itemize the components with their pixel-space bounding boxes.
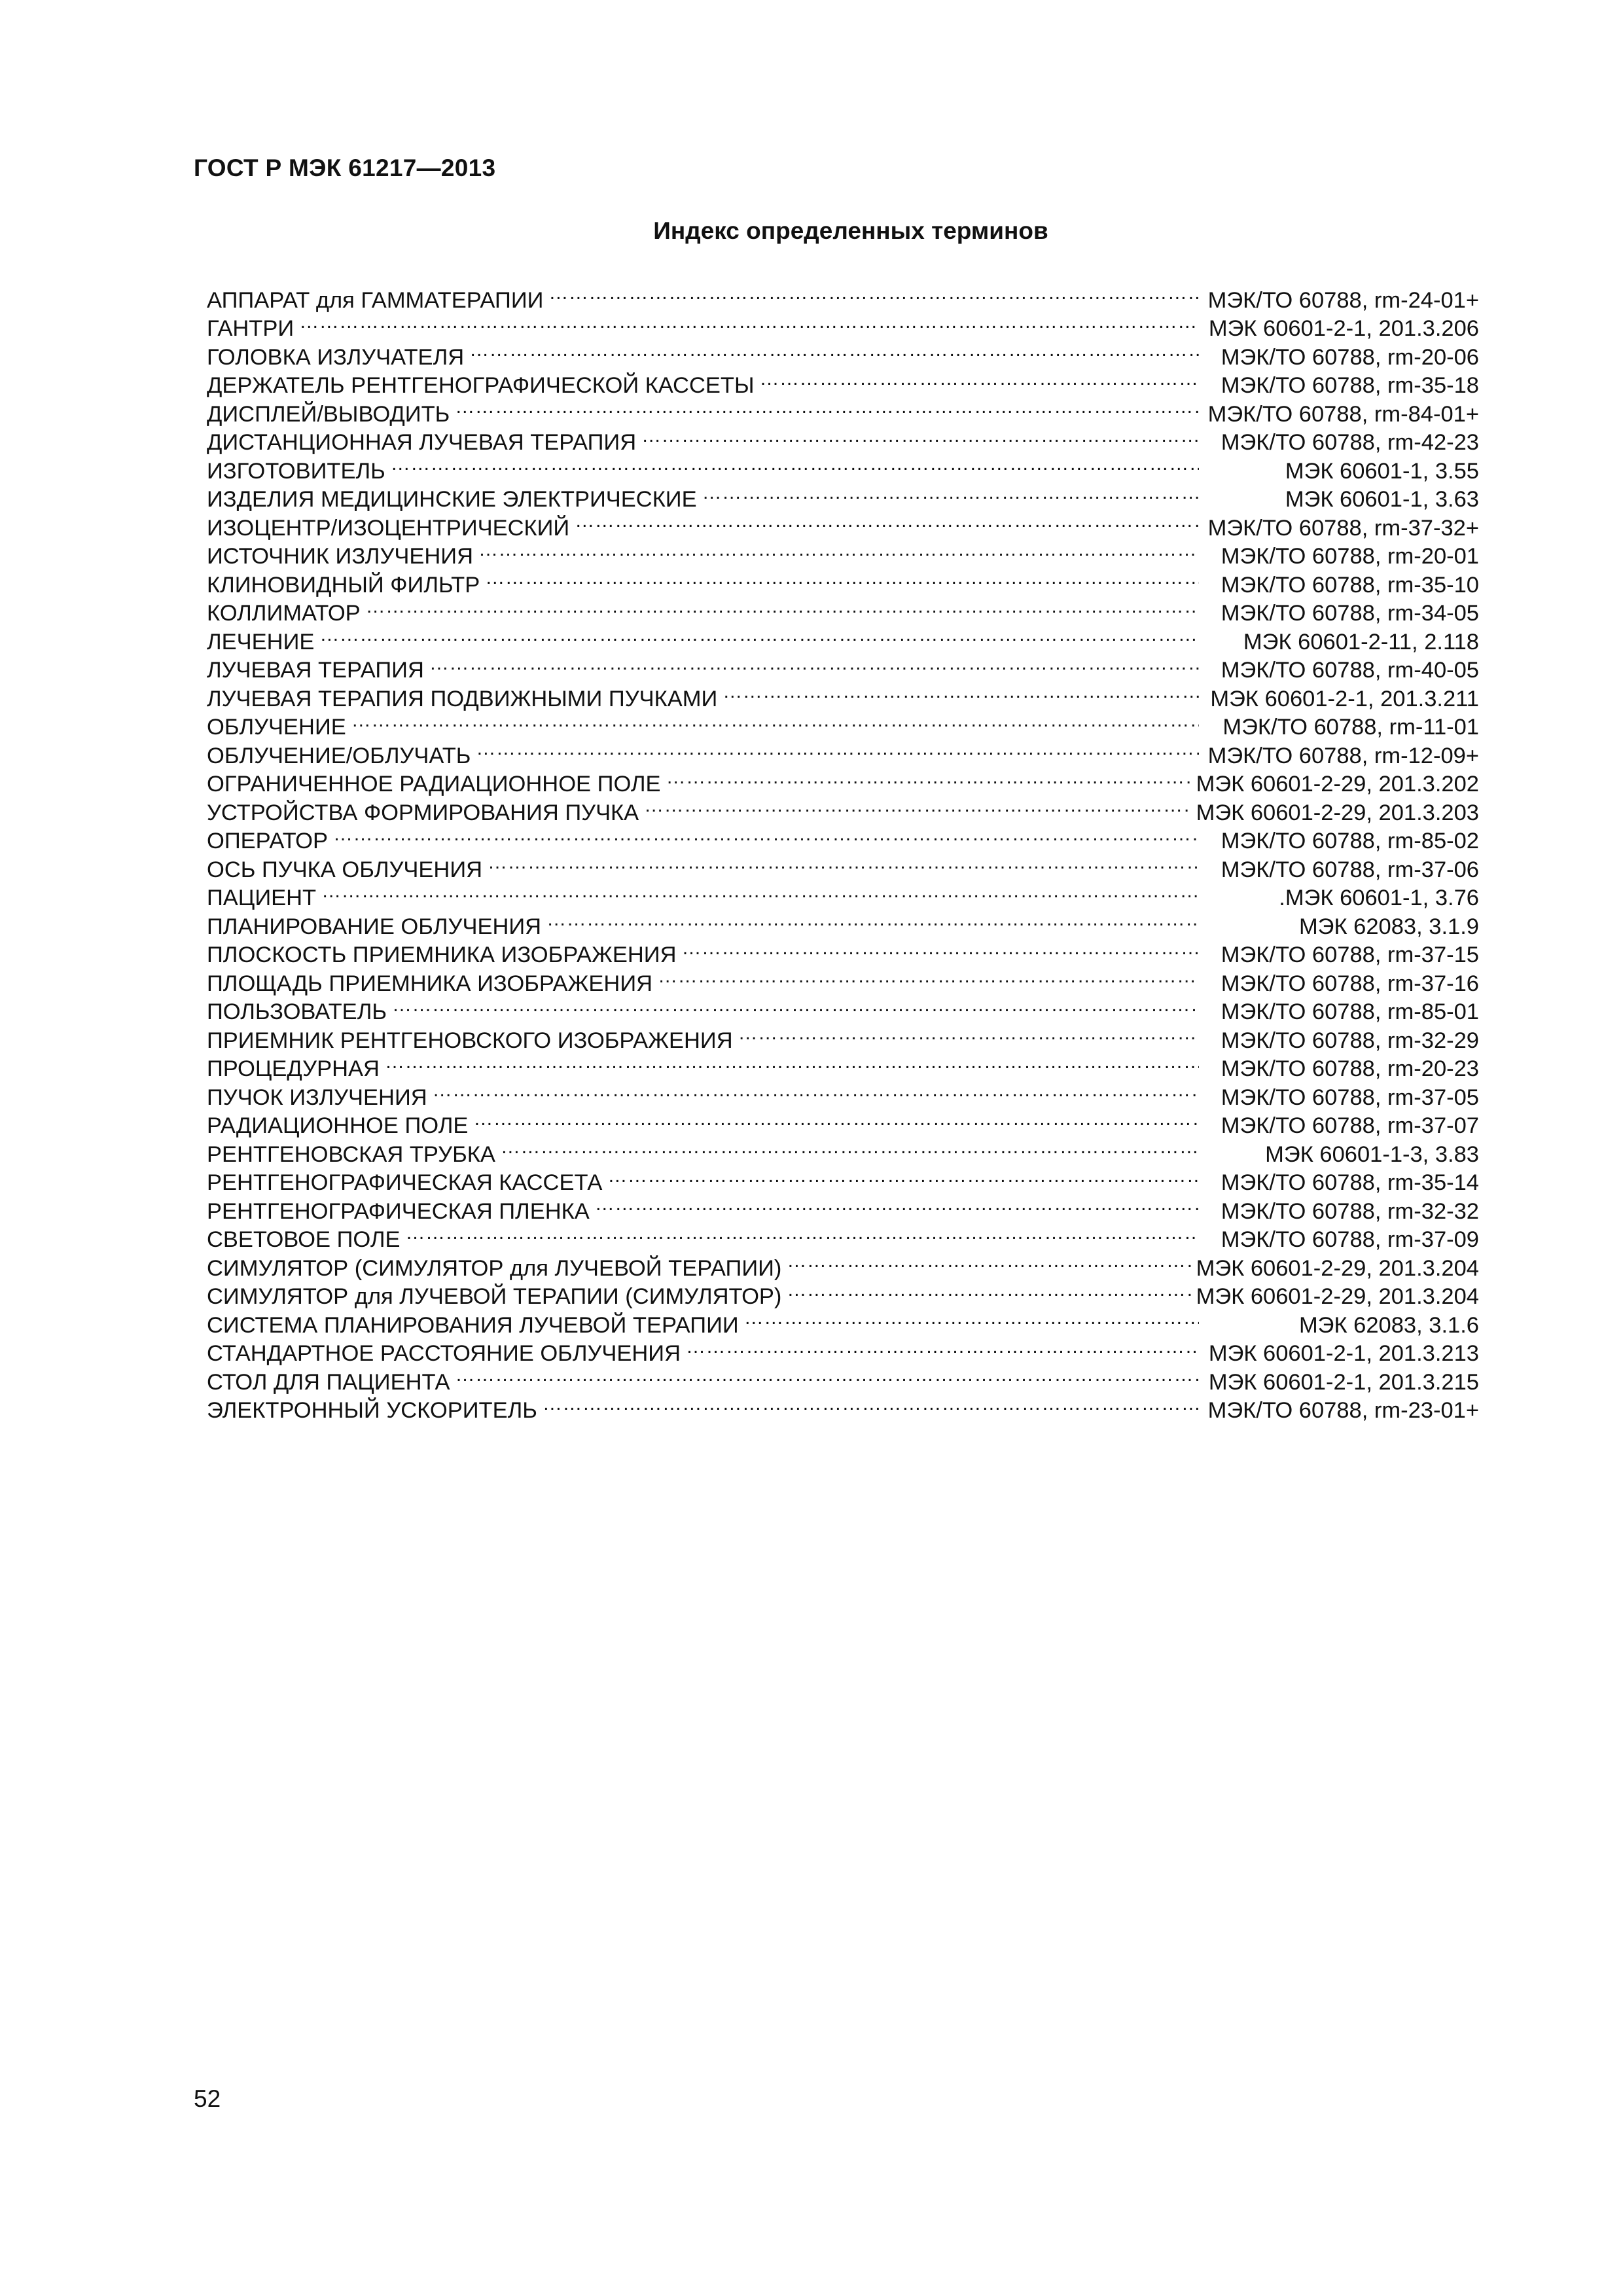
index-entry-term: РЕНТГЕНОГРАФИЧЕСКАЯ КАССЕТА xyxy=(207,1170,603,1195)
index-entry-term: ПЛОЩАДЬ ПРИЕМНИКА ИЗОБРАЖЕНИЯ xyxy=(207,971,653,996)
index-entry-reference: МЭК/ТО 60788, rm-24-01+ xyxy=(1207,287,1479,313)
index-entry-term: ПРОЦЕДУРНАЯ xyxy=(207,1056,380,1081)
dot-leader xyxy=(641,422,1199,450)
index-entry-term: КОЛЛИМАТОР xyxy=(207,601,361,626)
index-entry-reference: МЭК 60601-2-1, 201.3.213 xyxy=(1208,1341,1479,1366)
dot-leader xyxy=(455,393,1199,422)
dot-leader xyxy=(595,1190,1199,1219)
index-entry-reference: МЭК 60601-1-3, 3.83 xyxy=(1265,1141,1479,1167)
index-entry-reference: МЭК 60601-2-29, 201.3.203 xyxy=(1196,800,1479,825)
index-entry xyxy=(207,279,1479,313)
dot-leader xyxy=(333,820,1199,849)
index-entry-term: ГАНТРИ xyxy=(207,316,294,341)
dot-leader xyxy=(760,365,1199,393)
index-entry-reference: МЭК 60601-2-29, 201.3.204 xyxy=(1196,1284,1479,1309)
dot-leader xyxy=(686,1333,1199,1361)
dot-leader xyxy=(391,450,1199,478)
dot-leader xyxy=(658,962,1199,991)
dot-leader xyxy=(433,1076,1199,1105)
dot-leader xyxy=(469,336,1199,365)
index-entry-reference: МЭК 60601-2-11, 2.118 xyxy=(1243,629,1479,655)
dot-leader xyxy=(478,535,1199,564)
index-entry-reference: МЭК 62083, 3.1.9 xyxy=(1298,914,1479,939)
index-entry-term: СИМУЛЯТОР (СИМУЛЯТОР для ЛУЧЕВОЙ ТЕРАПИИ) xyxy=(207,1255,782,1281)
index-entry-reference: МЭК/ТО 60788, rm-85-01 xyxy=(1221,999,1479,1024)
index-entry-reference: МЭК 60601-1, 3.55 xyxy=(1285,458,1479,484)
dot-leader xyxy=(319,620,1199,649)
index-entry-term: ЛУЧЕВАЯ ТЕРАПИЯ ПОДВИЖНЫМИ ПУЧКАМИ xyxy=(207,686,718,711)
index-entry-term: СИМУЛЯТОР для ЛУЧЕВОЙ ТЕРАПИИ (СИМУЛЯТОР) xyxy=(207,1284,782,1309)
dot-leader xyxy=(351,706,1199,735)
index-entry-term: СТОЛ ДЛЯ ПАЦИЕНТА xyxy=(207,1369,450,1395)
index-entry-reference: МЭК 60601-2-1, 201.3.206 xyxy=(1208,316,1479,341)
index-entry-reference: МЭК 60601-2-29, 201.3.202 xyxy=(1196,772,1479,797)
dot-leader xyxy=(366,592,1199,621)
index-entry-reference: МЭК/ТО 60788, rm-11-01 xyxy=(1222,715,1479,740)
dot-leader xyxy=(548,279,1199,308)
dot-leader xyxy=(702,478,1199,507)
index-entry-term: СТАНДАРТНОЕ РАССТОЯНИЕ ОБЛУЧЕНИЯ xyxy=(207,1341,681,1366)
dot-leader xyxy=(429,649,1199,678)
dot-leader xyxy=(575,507,1199,535)
index-entry-reference: МЭК/ТО 60788, rm-84-01+ xyxy=(1207,401,1479,427)
index-entry-term: СВЕТОВОЕ ПОЛЕ xyxy=(207,1227,401,1252)
dot-leader xyxy=(406,1219,1200,1247)
index-entry-term: РЕНТГЕНОВСКАЯ ТРУБКА xyxy=(207,1141,495,1167)
dot-leader xyxy=(476,734,1199,763)
dot-leader xyxy=(682,934,1200,963)
index-entry-reference: МЭК/ТО 60788, rm-37-07 xyxy=(1221,1113,1479,1138)
index-entry-term: СИСТЕМА ПЛАНИРОВАНИЯ ЛУЧЕВОЙ ТЕРАПИИ xyxy=(207,1312,739,1338)
index-entry-reference: МЭК/ТО 60788, rm-20-06 xyxy=(1221,344,1479,370)
index-entry-reference: МЭК 60601-2-1, 201.3.215 xyxy=(1208,1369,1479,1395)
index-entry-reference: МЭК/ТО 60788, rm-42-23 xyxy=(1221,430,1479,455)
document-standard-code: ГОСТ Р МЭК 61217—2013 xyxy=(194,154,496,181)
index-entry-term: ГОЛОВКА ИЗЛУЧАТЕЛЯ xyxy=(207,344,465,370)
index-entry-reference: МЭК/ТО 60788, rm-35-14 xyxy=(1221,1170,1479,1195)
index-entry-term: ИЗГОТОВИТЕЛЬ xyxy=(207,458,385,484)
index-entry-reference: МЭК/ТО 60788, rm-37-09 xyxy=(1221,1227,1479,1252)
index-entry-reference: МЭК/ТО 60788, rm-23-01+ xyxy=(1207,1398,1479,1423)
index-entry-reference: МЭК/ТО 60788, rm-37-15 xyxy=(1221,942,1479,967)
index-entry-reference: МЭК 60601-2-29, 201.3.204 xyxy=(1196,1255,1479,1281)
index-entry-term: УСТРОЙСТВА ФОРМИРОВАНИЯ ПУЧКА xyxy=(207,800,639,825)
index-entry-reference: МЭК/ТО 60788, rm-35-10 xyxy=(1221,572,1479,598)
dot-leader xyxy=(299,308,1199,336)
index-entry-term: ПОЛЬЗОВАТЕЛЬ xyxy=(207,999,387,1024)
dot-leader xyxy=(644,791,1190,820)
index-entry-term: РАДИАЦИОННОЕ ПОЛЕ xyxy=(207,1113,469,1138)
dot-leader xyxy=(485,564,1199,592)
dot-leader xyxy=(744,1304,1199,1333)
index-entry-term: ЛУЧЕВАЯ ТЕРАПИЯ xyxy=(207,658,424,683)
index-entry-reference: МЭК/ТО 60788, rm-37-16 xyxy=(1221,971,1479,996)
index-entry-term: ЛЕЧЕНИЕ xyxy=(207,629,315,655)
index-entry-reference: .МЭК 60601-1, 3.76 xyxy=(1279,886,1479,910)
dot-leader xyxy=(546,905,1199,934)
index-entry-reference: МЭК 62083, 3.1.6 xyxy=(1298,1312,1479,1338)
index-entry-term: ОГРАНИЧЕННОЕ РАДИАЦИОННОЕ ПОЛЕ xyxy=(207,772,661,797)
index-entry-reference: МЭК/ТО 60788, rm-35-18 xyxy=(1221,373,1479,398)
index-entry-term: ДИСТАНЦИОННАЯ ЛУЧЕВАЯ ТЕРАПИЯ xyxy=(207,430,637,455)
index-entry-term: РЕНТГЕНОГРАФИЧЕСКАЯ ПЛЕНКА xyxy=(207,1198,590,1224)
index-entry-term: ИСТОЧНИК ИЗЛУЧЕНИЯ xyxy=(207,544,473,569)
dot-leader xyxy=(385,1048,1199,1077)
index-entry-reference: МЭК/ТО 60788, rm-20-01 xyxy=(1221,544,1479,569)
index-entry-reference: МЭК 60601-2-1, 201.3.211 xyxy=(1210,686,1479,711)
index-entry-term: АППАРАТ для ГАММАТЕРАПИИ xyxy=(207,287,544,313)
index-entry-reference: МЭК 60601-1, 3.63 xyxy=(1285,487,1479,512)
index-entry-term: ПЛАНИРОВАНИЕ ОБЛУЧЕНИЯ xyxy=(207,914,542,939)
dot-leader xyxy=(666,763,1191,792)
index-entry-term: ДЕРЖАТЕЛЬ РЕНТГЕНОГРАФИЧЕСКОЙ КАССЕТЫ xyxy=(207,373,755,398)
index-entry-term: ПРИЕМНИК РЕНТГЕНОВСКОГО ИЗОБРАЖЕНИЯ xyxy=(207,1028,733,1053)
dot-leader xyxy=(455,1361,1199,1390)
dot-leader xyxy=(488,848,1199,877)
index-entry-reference: МЭК/ТО 60788, rm-37-05 xyxy=(1221,1085,1479,1110)
index-entry-term: ПЛОСКОСТЬ ПРИЕМНИКА ИЗОБРАЖЕНИЯ xyxy=(207,942,677,967)
dot-leader xyxy=(321,877,1199,906)
dot-leader xyxy=(501,1133,1199,1162)
terms-index-list xyxy=(207,279,1479,1423)
index-entry-reference: МЭК/ТО 60788, rm-40-05 xyxy=(1221,658,1479,683)
dot-leader xyxy=(787,1247,1190,1276)
index-entry-reference: МЭК/ТО 60788, rm-37-06 xyxy=(1221,857,1479,882)
index-entry-reference: МЭК/ТО 60788, rm-12-09+ xyxy=(1207,743,1479,768)
dot-leader xyxy=(722,677,1199,706)
index-title: Индекс определенных терминов xyxy=(653,217,1048,244)
index-entry-reference: МЭК/ТО 60788, rm-85-02 xyxy=(1221,829,1479,853)
index-entry-term: ОБЛУЧЕНИЕ/ОБЛУЧАТЬ xyxy=(207,743,471,768)
page-number: 52 xyxy=(194,2085,221,2112)
dot-leader xyxy=(738,1019,1199,1048)
index-entry-reference: МЭК/ТО 60788, rm-37-32+ xyxy=(1207,515,1479,541)
index-entry-term: ОПЕРАТОР xyxy=(207,829,329,853)
index-entry-term: КЛИНОВИДНЫЙ ФИЛЬТР xyxy=(207,572,480,598)
index-entry-reference: МЭК/ТО 60788, rm-32-29 xyxy=(1221,1028,1479,1053)
index-entry-reference: МЭК/ТО 60788, rm-34-05 xyxy=(1221,601,1479,626)
index-entry-term: ПУЧОК ИЗЛУЧЕНИЯ xyxy=(207,1085,427,1110)
dot-leader xyxy=(473,1105,1199,1134)
dot-leader xyxy=(392,991,1199,1020)
dot-leader xyxy=(787,1276,1190,1304)
index-entry-term: ПАЦИЕНТ xyxy=(207,886,317,910)
dot-leader xyxy=(607,1162,1199,1191)
index-entry-reference: МЭК/ТО 60788, rm-32-32 xyxy=(1221,1198,1479,1224)
index-entry-reference: МЭК/ТО 60788, rm-20-23 xyxy=(1221,1056,1479,1081)
index-entry-term: ОСЬ ПУЧКА ОБЛУЧЕНИЯ xyxy=(207,857,483,882)
index-entry-term: ИЗДЕЛИЯ МЕДИЦИНСКИЕ ЭЛЕКТРИЧЕСКИЕ xyxy=(207,487,697,512)
index-entry-term: ЭЛЕКТРОННЫЙ УСКОРИТЕЛЬ xyxy=(207,1398,537,1423)
index-entry-term: ДИСПЛЕЙ/ВЫВОДИТЬ xyxy=(207,401,450,427)
index-entry-term: ИЗОЦЕНТР/ИЗОЦЕНТРИЧЕСКИЙ xyxy=(207,515,570,541)
index-entry-term: ОБЛУЧЕНИЕ xyxy=(207,715,346,740)
dot-leader xyxy=(543,1390,1199,1418)
